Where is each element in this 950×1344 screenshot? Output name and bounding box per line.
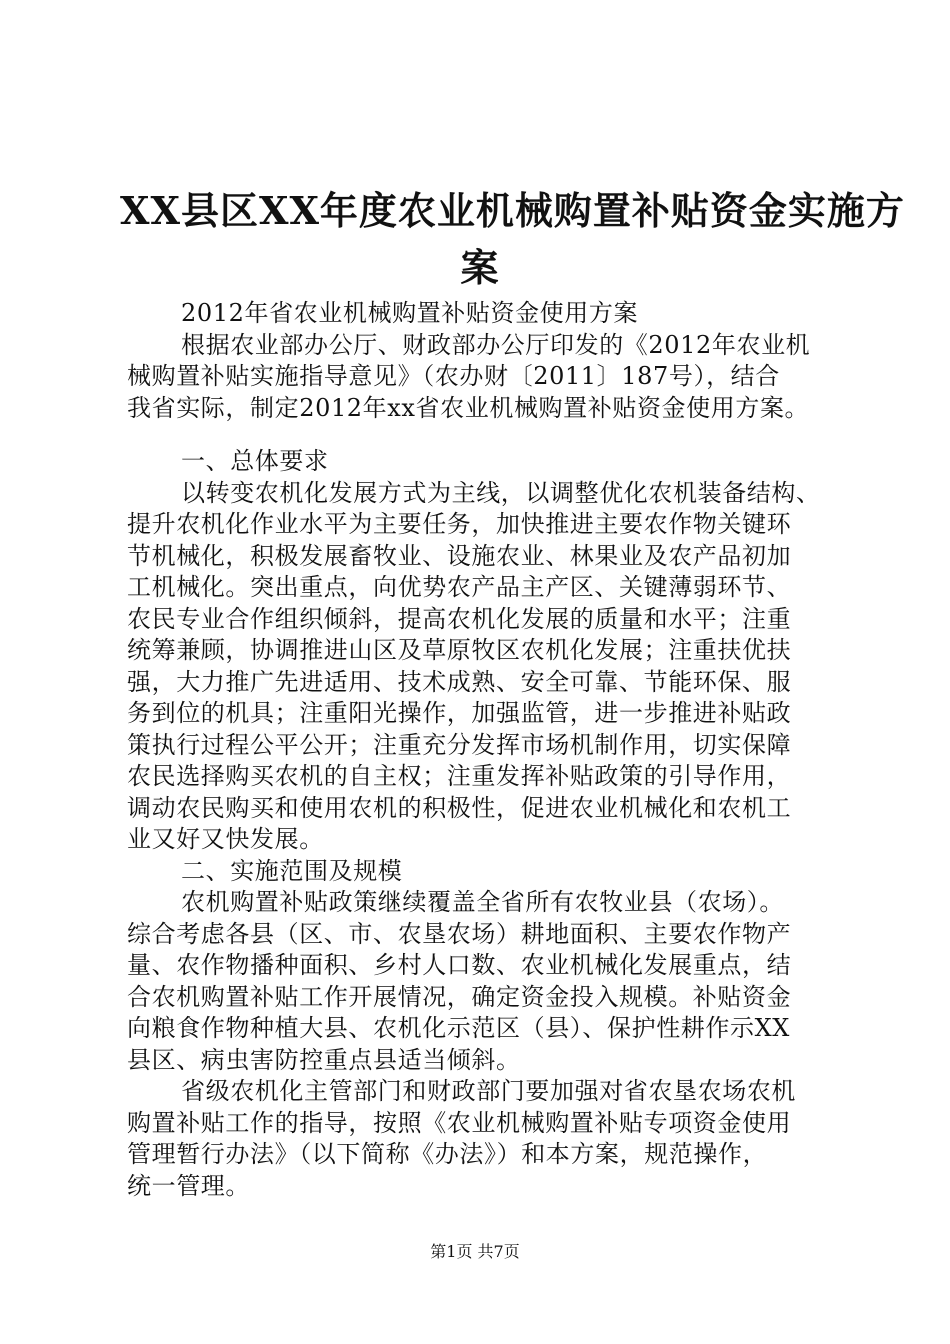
section-1-line: 农民专业合作组织倾斜，提高农机化发展的质量和水平；注重: [127, 604, 792, 633]
section-2-para-2-line: 统一管理。: [127, 1171, 250, 1200]
section-1-line: 节机械化，积极发展畜牧业、设施农业、林果业及农产品初加: [127, 541, 792, 570]
section-2-heading: 二、实施范围及规模: [181, 856, 403, 885]
section-2-para-2-line: 管理暂行办法》（以下简称《办法》）和本方案，规范操作，: [127, 1140, 768, 1168]
section-2-para-2-line: 省级农机化主管部门和财政部门要加强对省农垦农场农机: [181, 1077, 796, 1105]
section-2-para-1-line: 县区、病虫害防控重点县适当倾斜。: [127, 1045, 521, 1074]
document-body: [127, 298, 827, 1202]
document-title-line-2: 案: [460, 245, 500, 290]
section-1-line: 以转变农机化发展方式为主线，以调整优化农机装备结构、: [181, 478, 821, 507]
section-1-line: 农民选择购买农机的自主权；注重发挥补贴政策的引导作用，: [127, 762, 792, 790]
section-1-line: 强，大力推广先进适用、技术成熟、安全可靠、节能环保、服: [127, 667, 792, 696]
section-1-line: 工机械化。突出重点，向优势农产品主产区、关键薄弱环节、: [127, 573, 792, 601]
document-subtitle: 2012年省农业机械购置补贴资金使用方案: [181, 299, 639, 327]
section-2-para-1-line: 向粮食作物种植大县、农机化示范区（县）、保护性耕作示XX: [127, 1014, 790, 1042]
section-1-line: 策执行过程公平公开；注重充分发挥市场机制作用，切实保障: [127, 730, 792, 759]
section-1-line: 提升农机化作业水平为主要任务，加快推进主要农作物关键环: [127, 510, 792, 538]
section-2-para-2-line: 购置补贴工作的指导，按照《农业机械购置补贴专项资金使用: [127, 1108, 792, 1137]
document-title-line-1: XX县区XX年度农业机械购置补贴资金实施方: [120, 188, 905, 233]
page-footer: 第1页 共7页: [430, 1242, 520, 1261]
paragraph-gap: [127, 424, 827, 446]
section-1-line: 务到位的机具；注重阳光操作，加强监管，进一步推进补贴政: [127, 699, 792, 727]
section-1-line: 调动农民购买和使用农机的积极性，促进农业机械化和农机工: [127, 793, 792, 822]
section-2-para-1-line: 农机购置补贴政策继续覆盖全省所有农牧业县（农场）。: [181, 888, 784, 916]
section-2-para-1-line: 量、农作物播种面积、乡村人口数、农业机械化发展重点，结: [127, 951, 792, 979]
intro-line: 我省实际，制定2012年xx省农业机械购置补贴资金使用方案。: [127, 393, 810, 422]
section-2-para-1-line: 综合考虑各县（区、市、农垦农场）耕地面积、主要农作物产: [127, 919, 792, 948]
section-1-line: 统筹兼顾，协调推进山区及草原牧区农机化发展；注重扶优扶: [127, 636, 792, 664]
section-2-para-1-line: 合农机购置补贴工作开展情况，确定资金投入规模。补贴资金: [127, 982, 792, 1011]
intro-line: 械购置补贴实施指导意见》（农办财〔2011〕187号），结合: [127, 362, 780, 390]
section-1-line: 业又好又快发展。: [127, 825, 324, 853]
intro-line: 根据农业部办公厅、财政部办公厅印发的《2012年农业机: [181, 330, 811, 359]
section-1-heading: 一、总体要求: [181, 447, 329, 475]
